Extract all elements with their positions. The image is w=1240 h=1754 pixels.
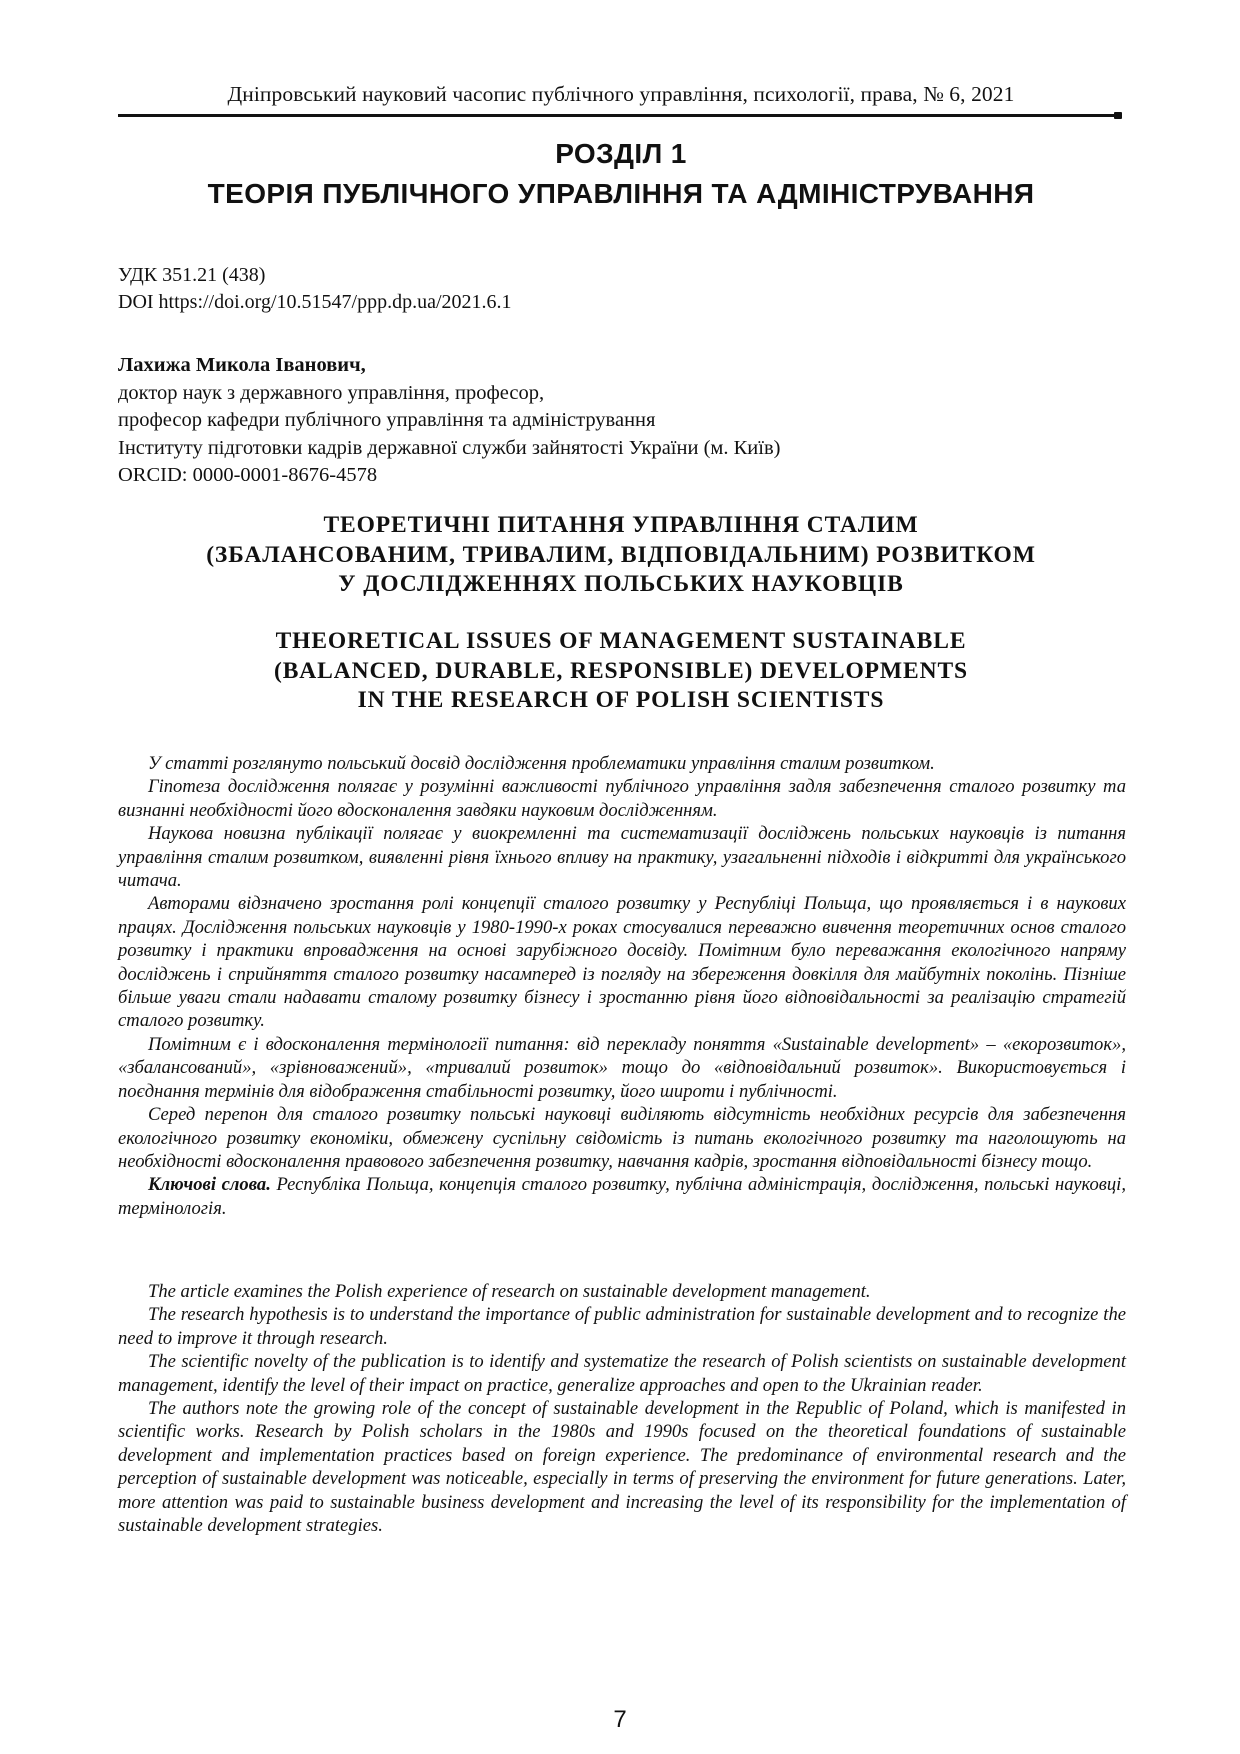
abstract-paragraph: The research hypothesis is to understand the importance of public administration for sustainable development and to recognize the need to improve it through research. (118, 1304, 1126, 1349)
abstract-paragraph: Помітним є і вдосконалення термінології питання: від перекладу поняття «Sustainable development» – «екорозвиток», «збалансований», «зрівноважений», «тривалий розвиток» тощо до «відповідальний розвиток». Використовується і поєднання термінів для відображення стабільності розвитку, його широти і публічності. (118, 1033, 1126, 1102)
author-degree: доктор наук з державного управління, професор, (118, 381, 545, 404)
page-number: 7 (613, 1706, 627, 1733)
author-orcid: ORCID: 0000-0001-8676-4578 (118, 464, 378, 486)
author-position: професор кафедри публічного управління та адміністрування (118, 409, 656, 431)
keywords-label: Ключові слова. (148, 1174, 271, 1196)
doi: DOI https://doi.org/10.51547/ppp.dp.ua/2021.6.1 (118, 291, 512, 313)
header-rule-end-mark (1114, 112, 1122, 119)
section-label: РОЗДІЛ 1 (555, 138, 687, 169)
author-block (118, 352, 780, 490)
section-heading (118, 134, 1124, 214)
title-en-line: (BALANCED, DURABLE, RESPONSIBLE) DEVELOPMENTS (273, 657, 969, 684)
abstract-paragraph: The authors note the growing role of the concept of sustainable development in the Republic of Poland, which is manifested in scientific works. Research by Polish scholars in the 1980s and 1990s focused on the theoretical foundations of sustainable development and implementation practices based on foreign experience. The predominance of environmental research and the perception of sustainable development was noticeable, especially in terms of preserving the environment for future generations. Later, more attention was paid to sustainable business development and increasing the level of its responsibility for the implementation of sustainable development strategies. (118, 1398, 1126, 1537)
header-rule (118, 114, 1118, 117)
keywords-paragraph (118, 1173, 1126, 1220)
title-en-line: THEORETICAL ISSUES OF MANAGEMENT SUSTAINABLE (275, 628, 967, 654)
title-en-line: IN THE RESEARCH OF POLISH SCIENTISTS (357, 687, 885, 713)
abstract-paragraph: Наукова новизна публікації полягає у виокремленні та систематизації досліджень польських науковців із питання управління сталим розвитком, виявленні рівня їхнього впливу на практику, узагальненні підходів і відкритті для українського читача. (118, 823, 1126, 892)
abstract-paragraph: The scientific novelty of the publication is to identify and systematize the research of Polish scientists on sustainable development management, identify the level of their impact on practice, generalize approaches and open to the Ukrainian reader. (118, 1351, 1126, 1396)
journal-header: Дніпровський науковий часопис публічного управління, психології, права, № 6, 2021 (227, 82, 1015, 106)
article-meta (118, 262, 512, 316)
abstract-en (118, 1280, 1126, 1537)
title-ua-line: У ДОСЛІДЖЕННЯХ ПОЛЬСЬКИХ НАУКОВЦІВ (338, 571, 904, 597)
abstract-paragraph: Серед перепон для сталого розвитку польські науковці виділяють відсутність необхідних ресурсів для забезпечення екологічного розвитку економіки, обмежену суспільну свідомість із питань екологічного розвитку та наголошують на необхідності вдосконалення правового забезпечення розвитку, навчання кадрів, зростання відповідальності бізнесу тощо. (118, 1104, 1126, 1172)
abstract-paragraph: Гіпотеза дослідження полягає у розумінні важливості публічного управління задля забезпечення сталого розвитку та визнанні необхідності його вдосконалення завдяки науковим дослідженням. (118, 776, 1126, 821)
abstract-ua (118, 752, 1126, 1220)
abstract-paragraph: У статті розглянуто польський досвід дослідження проблематики управління сталим розвитком. (148, 753, 935, 774)
abstract-paragraph: Авторами відзначено зростання ролі концепції сталого розвитку у Республіці Польща, що проявляється і в наукових працях. Дослідження польських науковців у 1980-1990-х роках стосувалися переважно вивчення теоретичних основ сталого розвитку і практики впровадження на основі зарубіжного досвіду. Помітним було переважання екологічного напряму досліджень і сприйняття сталого розвитку насамперед із погляду на збереження довкілля для майбутніх поколінь. Пізніше більше уваги стали надавати сталому розвитку бізнесу і зростанню рівня його відповідальності за реалізацію стратегій сталого розвитку. (118, 893, 1126, 1032)
author-name: Лахижа Микола Іванович, (118, 354, 366, 376)
abstract-paragraph: The article examines the Polish experience of research on sustainable development management. (148, 1281, 871, 1302)
title-ua-line: ТЕОРЕТИЧНІ ПИТАННЯ УПРАВЛІННЯ СТАЛИМ (323, 512, 919, 538)
udc-code: УДК 351.21 (438) (118, 264, 266, 286)
article-title-ua (118, 511, 1124, 600)
title-ua-line: (ЗБАЛАНСОВАНИМ, ТРИВАЛИМ, ВІДПОВІДАЛЬНИМ) РОЗВИТКОМ (206, 541, 1036, 568)
article-title-en (118, 627, 1124, 716)
section-title: ТЕОРІЯ ПУБЛІЧНОГО УПРАВЛІННЯ ТА АДМІНІСТРУВАННЯ (207, 178, 1035, 209)
author-institution: Інституту підготовки кадрів державної служби зайнятості України (м. Київ) (118, 436, 781, 459)
keywords-list: Республіка Польща, концепція сталого розвитку, публічна адміністрація, дослідження, польські науковці, термінологія. (118, 1174, 1126, 1219)
